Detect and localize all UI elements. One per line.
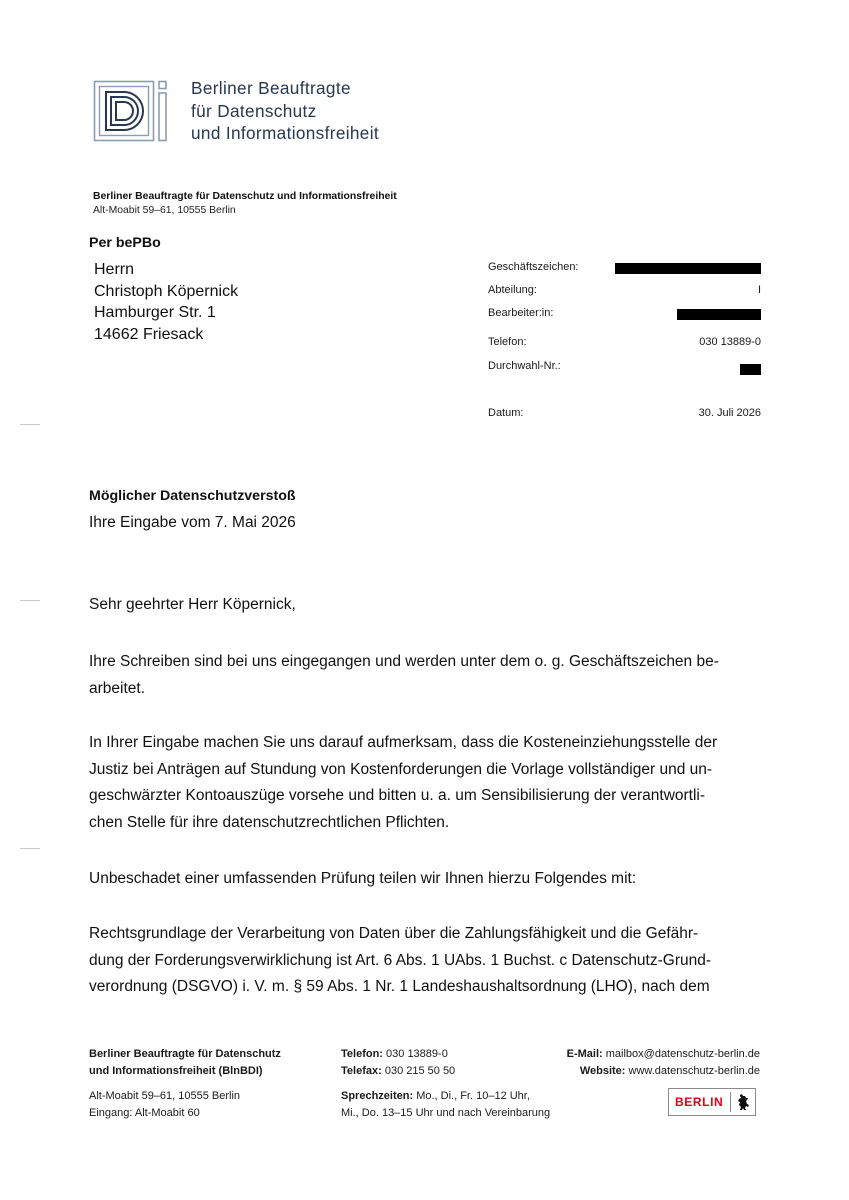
sender-block	[93, 190, 397, 218]
paragraph-1	[89, 649, 761, 702]
telefon-value: 030 13889-0	[699, 336, 761, 348]
redaction-bar	[615, 263, 761, 274]
durchwahl-label: Durchwahl-Nr.:	[488, 360, 561, 372]
footer-address-line-2: Eingang: Alt-Moabit 60	[89, 1107, 200, 1119]
footer-telefon-value: 030 13889-0	[386, 1048, 448, 1060]
footer-sprech-value-2: Mi., Do. 13–15 Uhr und nach Vereinbarung	[341, 1107, 551, 1119]
ref-durchwahl	[488, 360, 761, 374]
footer-address-line-1: Alt-Moabit 59–61, 10555 Berlin	[89, 1090, 241, 1102]
footer-sprech-value-1: Mo., Di., Fr. 10–12 Uhr,	[416, 1090, 530, 1102]
recipient-address	[94, 259, 238, 345]
footer-hours	[341, 1088, 550, 1122]
footer-contact	[567, 1046, 760, 1080]
abteilung-value: I	[757, 284, 761, 296]
ref-geschaeftszeichen	[488, 261, 761, 275]
berlin-logo	[668, 1088, 756, 1116]
sender-address: Alt-Moabit 59–61, 10555 Berlin	[93, 205, 236, 216]
salutation-text: Sehr geehrter Herr Köpernick,	[89, 596, 296, 613]
bbdi-logo-icon	[93, 80, 175, 142]
footer-website-label: Website:	[579, 1065, 626, 1077]
letter-subject-line: Ihre Eingabe vom 7. Mai 2026	[89, 514, 296, 531]
datum-value: 30. Juli 2026	[698, 407, 761, 419]
redaction-bar	[677, 309, 761, 320]
paragraph-3	[89, 866, 761, 893]
bearbeiter-label: Bearbeiter:in:	[488, 307, 554, 319]
berlin-logo-divider	[730, 1092, 731, 1112]
logo-line-3: und Informationsfreiheit	[191, 123, 380, 143]
paragraph-line: geschwärzter Kontoauszüge vorsehe und bitten u. a. um Sensibilisierung der verantwortli-	[89, 787, 706, 805]
fold-mark	[20, 848, 40, 849]
paragraph-line: arbeitet.	[89, 679, 146, 697]
logo-line-1: Berliner Beauftragte	[191, 78, 351, 98]
authority-logo-text	[191, 77, 379, 145]
footer-address	[89, 1088, 240, 1122]
paragraph-line: In Ihrer Eingabe machen Sie uns darauf aufmerksam, dass die Kosteneinziehungsstelle der	[89, 734, 718, 751]
paragraph-2	[89, 730, 761, 837]
footer-phone	[341, 1046, 455, 1080]
ref-abteilung	[488, 284, 761, 298]
paragraph-4	[89, 921, 761, 1001]
logo-line-2: für Datenschutz	[191, 100, 317, 121]
abteilung-label: Abteilung:	[488, 284, 537, 296]
paragraph-line: verordnung (DSGVO) i. V. m. § 59 Abs. 1 Nr. 1 Landeshaushaltsordnung (LHO), nach dem	[89, 978, 710, 996]
footer-org-line-1: Berliner Beauftragte für Datenschutz	[89, 1048, 281, 1060]
footer-telefax-label: Telefax:	[341, 1065, 382, 1077]
recipient-salutation: Herrn	[94, 261, 135, 278]
paragraph-line: Justiz bei Anträgen auf Stundung von Kostenforderungen die Vorlage vollständiger und un-	[89, 760, 713, 778]
berlin-logo-text: BERLIN	[675, 1095, 724, 1109]
paragraph-line: Ihre Schreiben sind bei uns eingegangen und werden unter dem o. g. Geschäftszeichen be-	[89, 653, 719, 670]
redaction-bar	[740, 364, 761, 375]
paragraph-line: dung der Forderungsverwirklichung ist Art. 6 Abs. 1 UAbs. 1 Buchst. c Datenschutz-Grund-	[89, 951, 712, 969]
telefon-label: Telefon:	[488, 336, 527, 348]
paragraph-line: chen Stelle für ihre datenschutzrechtlichen Pflichten.	[89, 814, 450, 832]
footer-telefax-value: 030 215 50 50	[384, 1065, 456, 1077]
paragraph-line: Unbeschadet einer umfassenden Prüfung teilen wir Ihnen hierzu Folgendes mit:	[89, 870, 637, 887]
letter-subject: Möglicher Datenschutzverstoß	[89, 488, 296, 504]
berlin-bear-icon	[734, 1092, 754, 1112]
geschaeftszeichen-label: Geschäftszeichen:	[488, 261, 579, 273]
footer-email-link[interactable]: mailbox@datenschutz-berlin.de	[605, 1048, 760, 1060]
delivery-method: Per bePBo	[89, 235, 161, 251]
fold-mark	[20, 424, 40, 425]
footer-org	[89, 1046, 281, 1080]
recipient-name: Christoph Köpernick	[94, 282, 239, 300]
recipient-street: Hamburger Str. 1	[94, 304, 216, 321]
footer-website-link[interactable]: www.datenschutz-berlin.de	[628, 1065, 760, 1077]
sender-name: Berliner Beauftragte für Datenschutz und Informationsfreiheit	[93, 191, 397, 202]
recipient-city: 14662 Friesack	[94, 325, 204, 343]
fold-mark	[20, 600, 40, 601]
ref-bearbeiter	[488, 307, 761, 321]
footer-email-label: E-Mail:	[566, 1048, 603, 1060]
datum-label: Datum:	[488, 407, 524, 419]
paragraph-line: Rechtsgrundlage der Verarbeitung von Daten über die Zahlungsfähigkeit und die Gefähr-	[89, 925, 699, 942]
footer-telefon-label: Telefon:	[341, 1048, 383, 1060]
footer-sprech-label: Sprechzeiten:	[341, 1090, 414, 1102]
footer-org-line-2: und Informationsfreiheit (BlnBDI)	[89, 1065, 263, 1077]
ref-telefon	[488, 336, 761, 350]
salutation	[89, 592, 761, 619]
ref-datum	[488, 407, 761, 421]
